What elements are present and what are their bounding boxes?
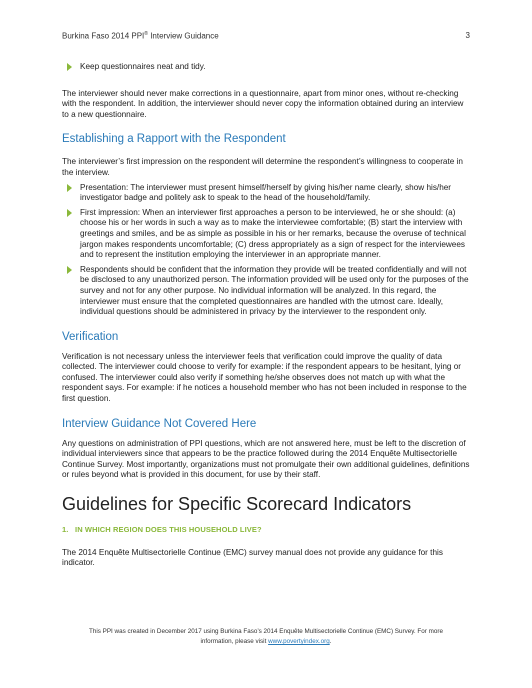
bullet-item: First impression: When an interviewer first approaches a person to be interviewed, he or she should: (a) choose his or her words in such a way as to make the interviewee comfortable; (B) start the interview with greetings and smiles, and be as simple as possible in his or her remarks, because the overuse of technical jargon makes respondents uncomfortable; (C) dress appropriately as a sign of respect for the interviewees and to represent the institution employing the interviewer in an appropriate manner. [62,208,470,261]
paragraph-not-covered: Any questions on administration of PPI questions, which are not answered here, must be left to the discretion of individual interviewers since that appears to be the practice followed during the 2014 Enquête Multisectorielle Continue Survey. Most importantly, organizations must not promulgate their own additional guidelines, definitions or rules beyond what is provided in this document, for use by their staff. [62,438,470,480]
footer-link[interactable]: www.povertyindex.org [268,638,330,645]
paragraph-verification: Verification is not necessary unless the interviewer feels that verification could improve the quality of data collected. The interviewer could choose to verify for example: if the respondent appears to be hesitant, lying or confused. The interviewer could also verify if something he/she observes does not match up with what the respondent says. For example: if he notices a household member who has not been included in response to the first question. [62,351,467,404]
header-title: Burkina Faso 2014 PPI® Interview Guidance [62,31,219,41]
bullet-arrow-icon [67,63,72,71]
question-heading: 1. IN WHICH REGION DOES THIS HOUSEHOLD LIVE? [62,525,262,535]
paragraph-corrections: The interviewer should never make corrections in a questionnaire, apart from minor ones, without re-checking with the respondent. In addition, the interviewer should never copy the information obtained during an interview to a new questionnaire. [62,88,464,119]
footer-line1: This PPI was created in December 2017 using Burkina Faso’s 2014 Enquête Multisectorielle Continue (EMC) Survey. For more [89,628,443,635]
page-body [62,62,470,569]
bullet-arrow-icon [67,184,72,192]
bullet-item: Keep questionnaires neat and tidy. [62,62,470,73]
bullet-item: Presentation: The interviewer must present himself/herself by giving his/her name clearly, show his/her investigator badge and politely ask to speak to the head of the household/family. [62,183,470,204]
heading-guidelines: Guidelines for Specific Scorecard Indicators [62,494,412,515]
heading-not-covered: Interview Guidance Not Covered Here [62,417,257,430]
bullet-arrow-icon [67,209,72,217]
page-number: 3 [465,31,470,40]
bullet-arrow-icon [67,266,72,274]
page-header [62,31,470,41]
page-footer [62,627,470,647]
bullet-item: Respondents should be confident that the information they provide will be treated confidentially and will not be disclosed to any unauthorized person. The information provided will be used only for the purposes of the survey and not for any other purpose. No individual information will be analyzed. In this regard, the interviewer must ensure that the completed questionnaires are handled with the utmost care. Ideally, individual questions should be administered in privacy by the interviewer to the respondent only. [62,265,470,318]
paragraph-question-answer: The 2014 Enquête Multisectorielle Continue (EMC) survey manual does not provide any guidance for this indicator. [62,547,443,568]
paragraph-rapport-intro: The interviewer’s first impression on the respondent will determine the respondent’s willingness to cooperate in the interview. [62,157,463,177]
footer-line2: information, please visit www.povertyindex.org. [200,638,332,645]
heading-verification: Verification [62,330,119,343]
heading-rapport: Establishing a Rapport with the Respondent [62,133,286,146]
